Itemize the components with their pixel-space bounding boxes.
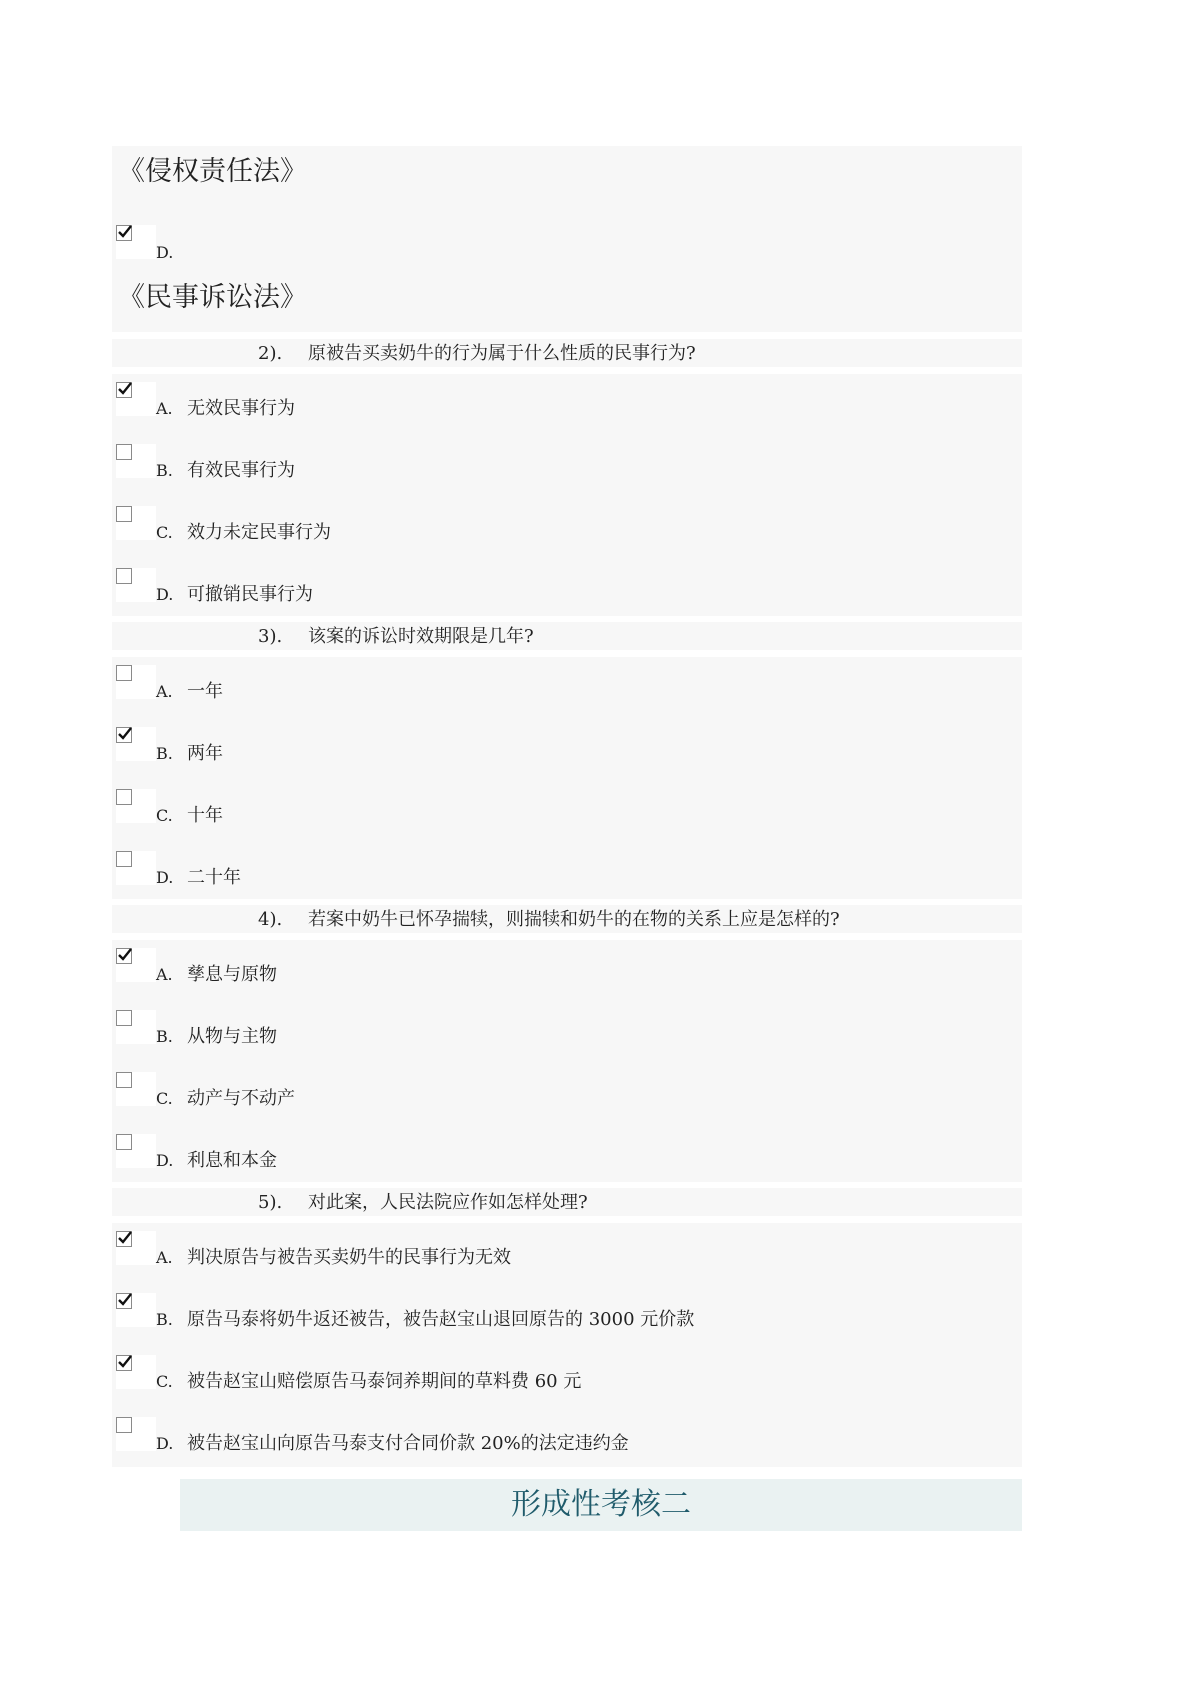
option-checkbox-area[interactable] (116, 1010, 156, 1044)
option-label: D. 利息和本金 (156, 1150, 277, 1171)
option-label: A. 一年 (156, 681, 223, 702)
checkbox[interactable] (116, 1010, 132, 1026)
checkbox[interactable] (116, 506, 132, 522)
checkbox[interactable] (116, 1072, 132, 1088)
option-label: D. 二十年 (156, 867, 241, 888)
option-label: B. 原告马泰将奶牛返还被告，被告赵宝山退回原告的 3000 元价款 (156, 1309, 695, 1330)
option-checkbox-area[interactable] (116, 1134, 156, 1168)
question-text: 2). 原被告买卖奶牛的行为属于什么性质的民事行为? (258, 343, 696, 364)
checkbox[interactable] (116, 382, 132, 398)
checkmark-icon (116, 946, 134, 964)
option-checkbox-area[interactable] (116, 1072, 156, 1106)
option-label: D. 可撤销民事行为 (156, 584, 313, 605)
checkbox[interactable] (116, 789, 132, 805)
option-label: A. 孳息与原物 (156, 964, 277, 985)
checkbox[interactable] (116, 1293, 132, 1309)
section-header (180, 1479, 1022, 1531)
option-checkbox-area[interactable] (116, 1293, 156, 1327)
checkmark-icon (116, 1353, 134, 1371)
section-title: 形成性考核二 (511, 1487, 691, 1522)
option-label: C. 效力未定民事行为 (156, 522, 331, 543)
option-checkbox-area[interactable] (116, 568, 156, 602)
option-label: D. 被告赵宝山向原告马泰支付合同价款 20%的法定违约金 (156, 1433, 629, 1454)
question-bar (112, 339, 1022, 367)
checkbox[interactable] (116, 568, 132, 584)
option-label: B. 两年 (156, 743, 223, 764)
checkmark-icon (116, 725, 134, 743)
q1-option-c-text: 《侵权责任法》 (118, 156, 307, 187)
checkbox[interactable] (116, 851, 132, 867)
q1-option-d-letter: D. (156, 243, 174, 262)
option-label: A. 无效民事行为 (156, 398, 295, 419)
q1-option-d-text: 《民事诉讼法》 (118, 282, 307, 313)
question-text: 3). 该案的诉讼时效期限是几年? (258, 626, 534, 647)
option-checkbox-area[interactable] (116, 506, 156, 540)
option-label: C. 动产与不动产 (156, 1088, 295, 1109)
q1-option-d[interactable] (116, 225, 156, 259)
checkbox[interactable] (116, 444, 132, 460)
checkbox[interactable] (116, 1417, 132, 1433)
option-label: A. 判决原告与被告买卖奶牛的民事行为无效 (156, 1247, 511, 1268)
checkmark-icon (116, 1229, 134, 1247)
option-checkbox-area[interactable] (116, 382, 156, 416)
option-checkbox-area[interactable] (116, 789, 156, 823)
option-checkbox-area[interactable] (116, 1417, 156, 1451)
question-text: 4). 若案中奶牛已怀孕揣犊，则揣犊和奶牛的在物的关系上应是怎样的? (258, 909, 840, 930)
checkmark-icon (116, 1291, 134, 1309)
option-checkbox-area[interactable] (116, 1355, 156, 1389)
option-label: C. 十年 (156, 805, 223, 826)
checkbox[interactable] (116, 1231, 132, 1247)
checkmark-icon (116, 223, 134, 241)
question-bar (112, 905, 1022, 933)
option-checkbox-area[interactable] (116, 1231, 156, 1265)
checkbox[interactable] (116, 1134, 132, 1150)
checkbox[interactable] (116, 948, 132, 964)
option-checkbox-area[interactable] (116, 665, 156, 699)
checkbox[interactable] (116, 727, 132, 743)
question-bar (112, 622, 1022, 650)
question-options-panel (112, 657, 1022, 899)
checkbox[interactable] (116, 1355, 132, 1371)
checkmark-icon (116, 380, 134, 398)
checkbox[interactable] (116, 225, 132, 241)
option-label: B. 有效民事行为 (156, 460, 295, 481)
option-checkbox-area[interactable] (116, 727, 156, 761)
option-checkbox-area[interactable] (116, 948, 156, 982)
question-text: 5). 对此案，人民法院应作如怎样处理? (258, 1192, 588, 1213)
option-label: B. 从物与主物 (156, 1026, 277, 1047)
checkbox[interactable] (116, 665, 132, 681)
option-label: C. 被告赵宝山赔偿原告马泰饲养期间的草料费 60 元 (156, 1371, 582, 1392)
option-checkbox-area[interactable] (116, 444, 156, 478)
question-bar (112, 1188, 1022, 1216)
option-checkbox-area[interactable] (116, 851, 156, 885)
